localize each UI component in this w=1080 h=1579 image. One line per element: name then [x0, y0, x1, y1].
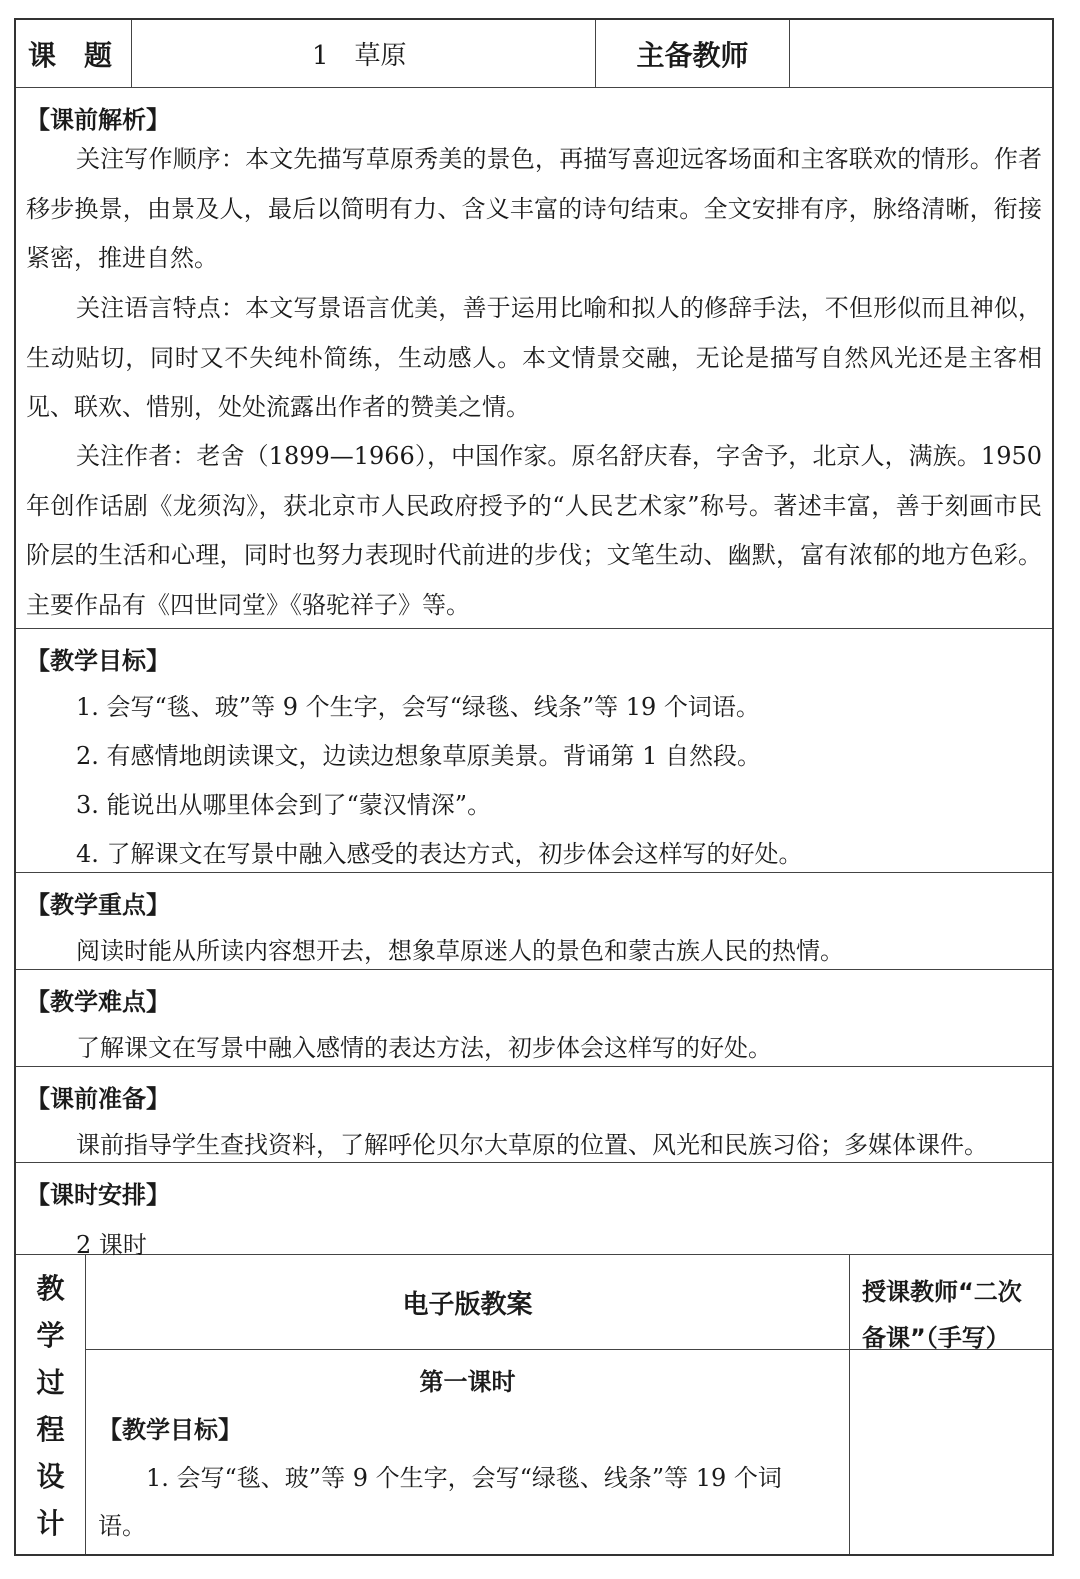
side-label-char: 学	[36, 1319, 65, 1352]
lesson-one-title: 第一课时	[419, 1368, 516, 1396]
schedule-text: 2 课时	[76, 1231, 147, 1259]
author-paragraph: 关注作者：老舍（1899—1966），中国作家。原名舒庆春，字舍予，北京人，满族。1950年创作话剧《龙须沟》，获北京市人民政府授予的“人民艺术家”称号。著述丰富，善于刻画市民阶层的生活和心理，同时也努力表现时代前进的步伐；文笔生动、幽默，富有浓郁的地方色彩。主要作品有《四世同堂》《骆驼祥子》等。	[26, 442, 1042, 619]
side-label-char: 过	[36, 1366, 65, 1399]
lesson-title-cell	[132, 20, 596, 87]
key-points-section	[16, 873, 1052, 970]
lesson-title: 1 草原	[312, 41, 407, 71]
lesson-one-objective-line: 语。	[98, 1512, 146, 1540]
key-points-text: 阅读时能从所读内容想开去，想象草原迷人的景色和蒙古族人民的热情。	[76, 937, 844, 965]
lesson-plan-table	[14, 18, 1054, 1556]
preparation-heading: 【课前准备】	[26, 1085, 170, 1113]
plan-header-cell	[86, 1255, 850, 1350]
difficulties-heading: 【教学难点】	[26, 988, 170, 1016]
side-label-char: 设	[36, 1460, 65, 1493]
side-label-char: 计	[36, 1507, 65, 1540]
objective-item: 2. 有感情地朗读课文，边读边想象草原美景。背诵第 1 自然段。	[76, 742, 762, 770]
handwritten-header-line: 备课”（手写）	[862, 1324, 1010, 1352]
lead-teacher-value-cell	[790, 20, 1052, 87]
objectives-section	[16, 629, 1052, 873]
key-points-heading: 【教学重点】	[26, 891, 170, 919]
subject-label-cell	[16, 20, 132, 87]
lead-teacher-label: 主备教师	[636, 38, 749, 72]
lesson-one-objective-line: 1. 会写“毯、玻”等 9 个生字，会写“绿毯、线条”等 19 个词	[146, 1464, 782, 1492]
objectives-heading: 【教学目标】	[26, 647, 170, 675]
difficulties-section	[16, 970, 1052, 1067]
plan-body-cell	[86, 1350, 850, 1554]
process-section	[16, 1255, 1052, 1554]
side-label-char: 教	[36, 1272, 65, 1305]
lead-teacher-label-cell	[596, 20, 790, 87]
language-features-paragraph: 关注语言特点：本文写景语言优美，善于运用比喻和拟人的修辞手法，不但形似而且神似，生动贴切，同时又不失纯朴简练，生动感人。本文情景交融，无论是描写自然风光还是主客相见、联欢、惜别，处处流露出作者的赞美之情。	[26, 294, 1042, 421]
pre-analysis-heading: 【课前解析】	[26, 106, 170, 134]
objective-item: 3. 能说出从哪里体会到了“蒙汉情深”。	[76, 791, 492, 819]
lesson-one-heading: 【教学目标】	[98, 1416, 242, 1444]
schedule-heading: 【课时安排】	[26, 1181, 170, 1209]
objective-item: 4. 了解课文在写景中融入感受的表达方式，初步体会这样写的好处。	[76, 840, 803, 868]
difficulties-text: 了解课文在写景中融入感情的表达方法，初步体会这样写的好处。	[76, 1034, 772, 1062]
subject-label: 课 题	[28, 38, 113, 72]
objective-item: 1. 会写“毯、玻”等 9 个生字，会写“绿毯、线条”等 19 个词语。	[76, 693, 760, 721]
plan-header: 电子版教案	[402, 1289, 533, 1320]
preparation-section	[16, 1067, 1052, 1163]
process-side-label	[16, 1255, 86, 1554]
header-row	[16, 20, 1052, 88]
side-label-char: 程	[36, 1413, 65, 1446]
handwritten-header-cell	[850, 1255, 1052, 1350]
schedule-section	[16, 1163, 1052, 1259]
writing-order-paragraph: 关注写作顺序：本文先描写草原秀美的景色，再描写喜迎远客场面和主客联欢的情形。作者移步换景，由景及人，最后以简明有力、含义丰富的诗句结束。全文安排有序，脉络清晰，衔接紧密，推进自然。	[26, 145, 1042, 272]
preparation-text: 课前指导学生查找资料，了解呼伦贝尔大草原的位置、风光和民族习俗；多媒体课件。	[76, 1131, 988, 1159]
handwritten-header-line: 授课教师“二次	[862, 1278, 1022, 1306]
handwritten-notes-cell	[850, 1350, 1052, 1554]
pre-analysis-section	[16, 88, 1052, 629]
